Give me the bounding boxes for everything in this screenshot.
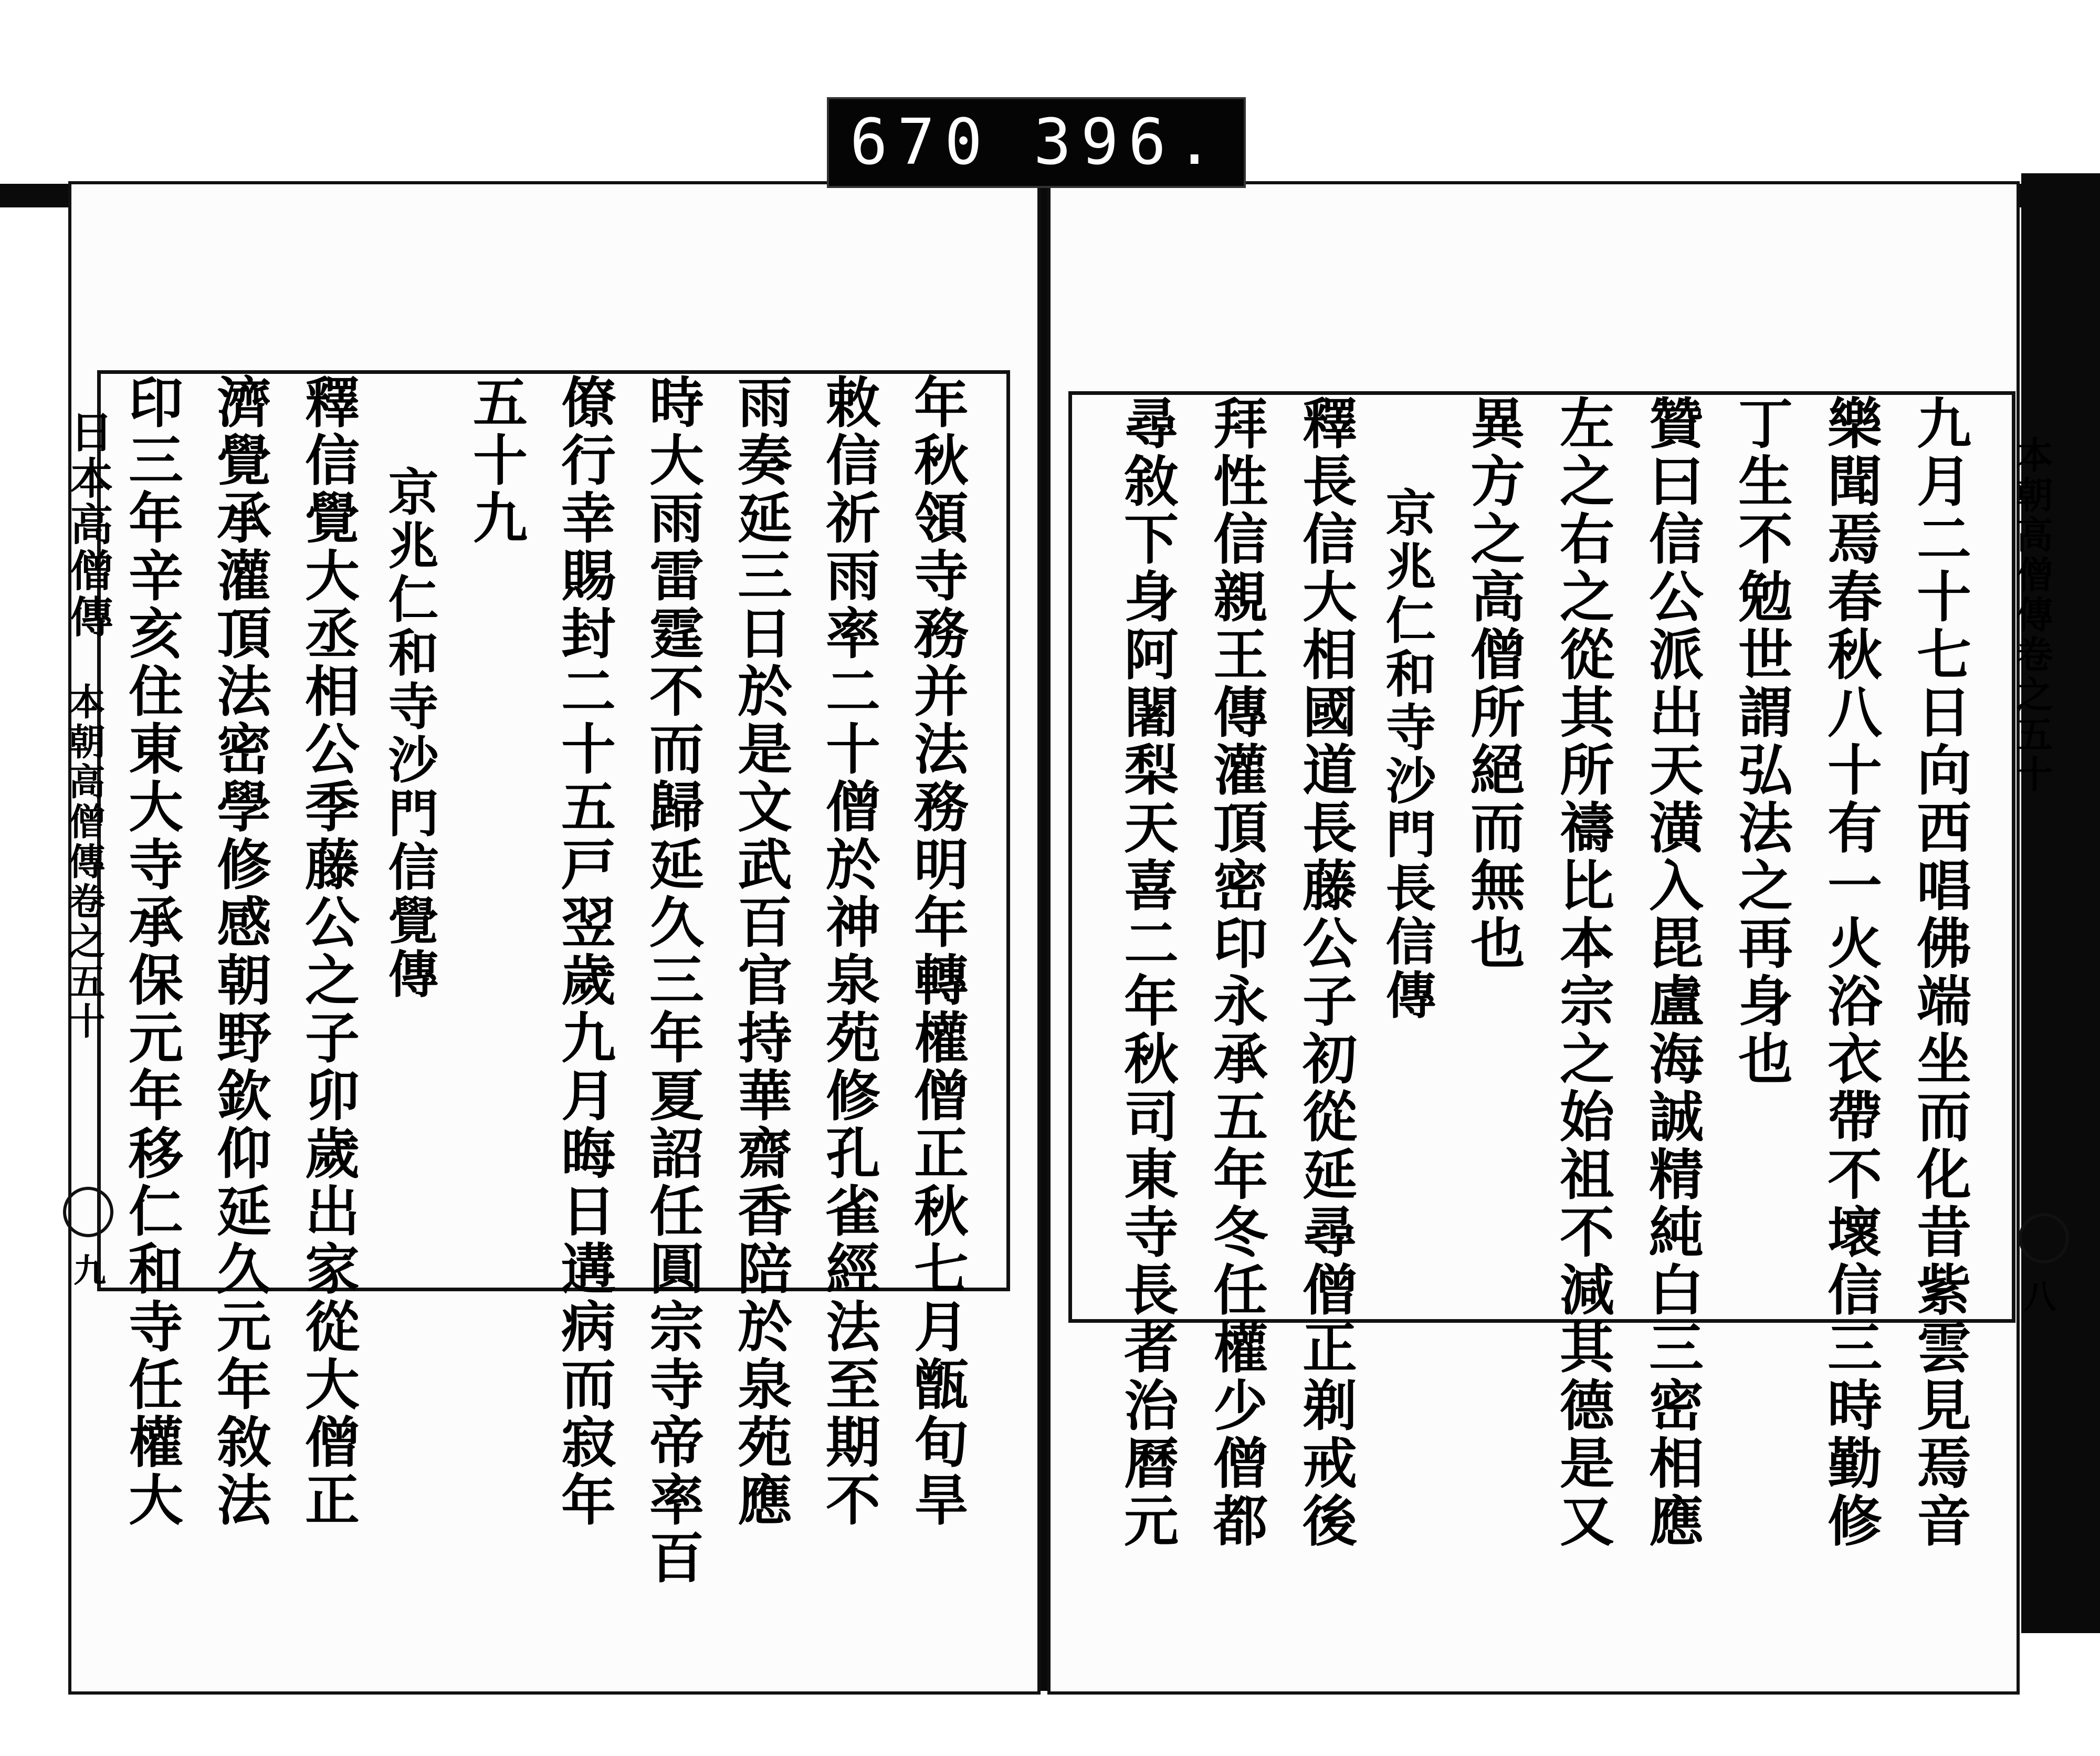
margin-title-text: 日本高僧傳	[63, 410, 113, 641]
right-folio-circle	[2019, 1213, 2069, 1263]
margin-title-text: 本朝高僧傳卷之五十	[2010, 436, 2054, 795]
left-folio-circle	[63, 1187, 113, 1237]
text-column: 贊曰信公派出天潢入毘盧海誠精純白三密相應	[1640, 395, 1704, 1550]
text-column: 九月二十七日向西唱佛端坐而化昔紫雲見焉音	[1907, 395, 1972, 1550]
text-column: 釋長信大相國道長藤公子初從延尋僧正剃戒後	[1293, 395, 1358, 1550]
section-heading: 京兆仁和寺沙門信覺傳	[380, 466, 439, 1001]
right-text-frame	[1068, 391, 2015, 1550]
text-column: 時大雨雷霆不而歸延久三年夏詔任圓宗寺帝率百	[640, 374, 705, 1587]
call-number-label	[827, 97, 1246, 188]
text-column: 印三年辛亥住東大寺承保元年移仁和寺任權大	[119, 374, 184, 1529]
text-column: 拜性信親王傳灌頂密印永承五年冬任權少僧都	[1204, 395, 1268, 1550]
text-column: 丁生不勉世謂弘法之再身也	[1729, 395, 1793, 1088]
text-column: 樂聞焉春秋八十有一火浴衣帶不壞信三時勤修	[1818, 395, 1883, 1550]
text-column: 異方之高僧所絕而無也	[1461, 395, 1526, 973]
text-column: 左之右之從其所禱比本宗之始祖不減其德是又	[1550, 395, 1615, 1550]
text-column: 五十九	[464, 374, 528, 547]
left-margin-title	[58, 410, 119, 641]
margin-title-text: 本朝高僧傳卷之五十	[62, 683, 106, 1042]
call-number-right: 396.	[1033, 106, 1223, 179]
call-number-left: 670	[849, 106, 992, 179]
right-margin-title	[2006, 436, 2059, 795]
left-folio-number: 九	[74, 1251, 107, 1290]
left-margin-title-2	[58, 683, 111, 1042]
text-column: 僚行幸賜封二十五戸翌歲九月晦日遘病而寂年	[552, 374, 616, 1529]
right-folio-number: 八	[2024, 1278, 2057, 1316]
text-column: 釋信覺大丞相公季藤公之子卯歲出家從大僧正	[296, 374, 360, 1529]
text-column: 敕信祈雨率二十僧於神泉苑修孔雀經法至期不	[816, 374, 881, 1529]
text-column: 尋敘下身阿闍梨天喜二年秋司東寺長者治曆元	[1115, 395, 1179, 1550]
text-column: 年秋領寺務并法務明年轉權僧正秋七月甑旬旱	[905, 374, 969, 1529]
left-text-frame	[97, 370, 1010, 1587]
section-heading: 京兆仁和寺沙門長信傳	[1378, 487, 1437, 1022]
text-column: 雨奏延三日於是文武百官持華齋香陪於泉苑應	[728, 374, 793, 1529]
text-column: 濟覺承灌頂法密學修感朝野欽仰延久元年敘法	[207, 374, 272, 1529]
scan-right-bar	[2021, 173, 2100, 1633]
